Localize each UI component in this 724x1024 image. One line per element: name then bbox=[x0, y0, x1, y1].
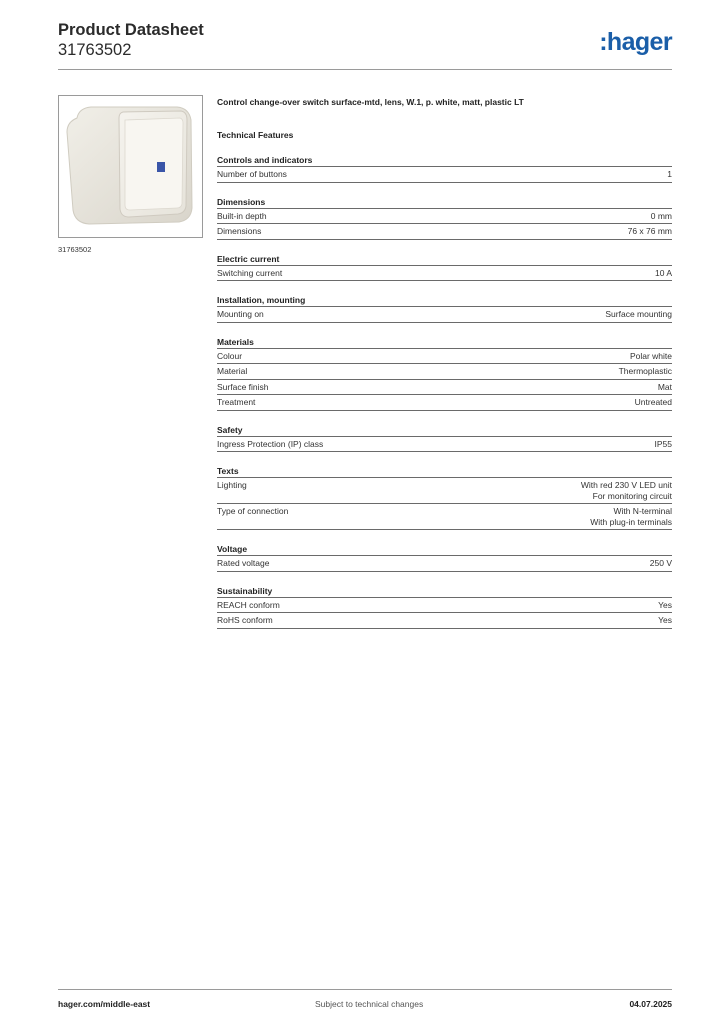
section-title: Installation, mounting bbox=[217, 294, 672, 307]
feature-row bbox=[217, 598, 672, 614]
feature-value: Mat bbox=[657, 381, 672, 392]
section-title: Electric current bbox=[217, 253, 672, 266]
image-caption: 31763502 bbox=[58, 245, 92, 254]
feature-label: Switching current bbox=[217, 267, 283, 278]
feature-section bbox=[217, 424, 672, 453]
feature-value: 1 bbox=[667, 169, 672, 179]
feature-section bbox=[217, 585, 672, 629]
feature-value: IP55 bbox=[654, 438, 672, 449]
footer-notice: Subject to technical changes bbox=[315, 999, 424, 1009]
section-title: Dimensions bbox=[217, 196, 672, 209]
section-title: Controls and indicators bbox=[217, 154, 672, 167]
feature-value: Polar white bbox=[629, 350, 672, 361]
feature-section bbox=[217, 294, 672, 323]
feature-row bbox=[217, 478, 672, 504]
feature-value: Surface mounting bbox=[605, 309, 672, 319]
footer-website-link[interactable]: hager.com/middle-east bbox=[58, 999, 151, 1009]
page-footer bbox=[58, 989, 672, 1009]
document-number: 31763502 bbox=[58, 41, 132, 59]
feature-section bbox=[217, 465, 672, 530]
feature-label: Built-in depth bbox=[217, 210, 267, 221]
feature-label: Ingress Protection (IP) class bbox=[217, 438, 324, 449]
footer-date: 04.07.2025 bbox=[629, 999, 672, 1009]
feature-value: 250 V bbox=[649, 558, 672, 568]
feature-label: Lighting bbox=[217, 480, 247, 490]
feature-value: 76 x 76 mm bbox=[627, 226, 672, 236]
feature-row bbox=[217, 307, 672, 323]
feature-value: With N-terminal With plug-in terminals bbox=[590, 506, 672, 527]
feature-row bbox=[217, 266, 672, 282]
feature-row bbox=[217, 380, 672, 396]
datasheet-content bbox=[217, 96, 672, 629]
feature-section bbox=[217, 196, 672, 240]
feature-value: Thermoplastic bbox=[618, 366, 672, 376]
feature-value: Untreated bbox=[634, 397, 672, 407]
feature-row bbox=[217, 613, 672, 629]
feature-row bbox=[217, 556, 672, 572]
feature-label: Colour bbox=[217, 350, 243, 361]
feature-label: Treatment bbox=[217, 397, 256, 407]
feature-value: 10 A bbox=[654, 267, 672, 278]
section-title: Sustainability bbox=[217, 585, 672, 598]
feature-label: Material bbox=[217, 366, 248, 376]
product-description: Control change-over switch surface-mtd, lens, W.1, p. white, matt, plastic LT bbox=[217, 97, 524, 107]
feature-label: Surface finish bbox=[217, 381, 269, 392]
feature-label: Number of buttons bbox=[217, 169, 287, 179]
feature-value: Yes bbox=[658, 615, 672, 625]
feature-value: 0 mm bbox=[650, 210, 672, 221]
feature-row bbox=[217, 395, 672, 411]
feature-value: Yes bbox=[658, 599, 672, 610]
feature-row bbox=[217, 364, 672, 380]
feature-label: Type of connection bbox=[217, 506, 289, 516]
section-title: Materials bbox=[217, 336, 672, 349]
feature-section bbox=[217, 543, 672, 572]
feature-row bbox=[217, 437, 672, 453]
feature-label: Mounting on bbox=[217, 309, 264, 319]
feature-row bbox=[217, 224, 672, 240]
feature-value: With red 230 V LED unit For monitoring circuit bbox=[580, 480, 672, 501]
led-lens-icon bbox=[157, 162, 165, 172]
feature-label: Rated voltage bbox=[217, 558, 270, 568]
section-title: Texts bbox=[217, 465, 672, 478]
switch-illustration bbox=[59, 96, 202, 237]
feature-label: RoHS conform bbox=[217, 615, 273, 625]
section-title: Safety bbox=[217, 424, 672, 437]
technical-features-title: Technical Features bbox=[217, 130, 294, 140]
feature-section bbox=[217, 154, 672, 183]
section-title: Voltage bbox=[217, 543, 672, 556]
hager-logo: :hager bbox=[599, 28, 672, 56]
feature-label: Dimensions bbox=[217, 226, 262, 236]
feature-row bbox=[217, 349, 672, 365]
feature-section bbox=[217, 253, 672, 282]
page-header bbox=[58, 20, 672, 70]
feature-sections bbox=[217, 154, 672, 629]
document-title: Product Datasheet bbox=[58, 21, 204, 39]
feature-row bbox=[217, 167, 672, 183]
feature-row bbox=[217, 504, 672, 530]
feature-label: REACH conform bbox=[217, 599, 280, 610]
product-image bbox=[58, 95, 203, 238]
feature-section bbox=[217, 336, 672, 411]
feature-row bbox=[217, 209, 672, 225]
